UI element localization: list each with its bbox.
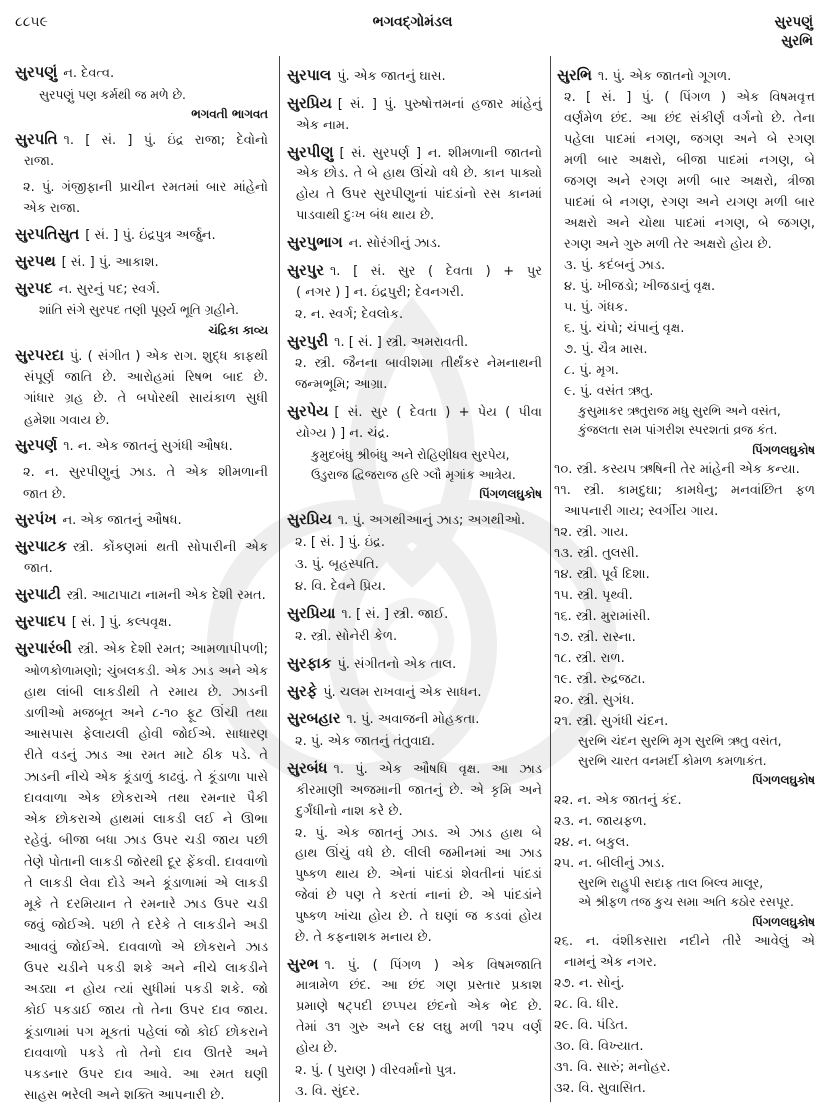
definition-line: જેવાં છે પણ તે કરતાં નાનાં છે. એ પાંદડાંને [295,888,542,904]
sense [557,255,815,276]
definition-text: [ સં. ] પું. આકાશ. [61,255,159,271]
headword: સુરપ્રિય [287,511,332,529]
headword: સુરપતિ [15,131,58,149]
definition-text: ૧. પું. એક જાતનો ગૂગળ. [597,68,732,84]
dictionary-entry [15,435,268,457]
dictionary-entry [15,536,268,580]
definition-line: પુષ્કળ ખાંચા હોય છે. તે ઘણાં જ કડવાં હોય [295,908,542,924]
definition-text: ન. સોરંગીનું ઝાડ. [348,235,441,251]
definition-line: ૫. પું. ગંધક. [564,299,629,315]
citation-source: ભગવતી ભાગવત [191,107,268,122]
definition-line: ૨. પું. ( પુરાણ ) વીરવર્માનો પુત્ર. [295,1062,457,1078]
entry-first-line [557,65,815,87]
column-rule [279,56,280,1102]
headword: સુરપ્રિય [287,94,332,112]
definition-line: નામનું એક નગર. [564,955,657,970]
definition-line: ૬. પું. ચંપો; ચંપાનું વૃક્ષ. [564,320,685,336]
headword: સુરભ [287,955,319,973]
dictionary-entry [15,278,268,300]
definition-line: છે. તે કફનાશક મનાય છે. [295,929,432,945]
entry-first-line [287,143,542,165]
definition-line: પકડનાર ઉપર દાવ આવે. આ રમત ઘણી [24,1067,268,1083]
entry-first-line [287,604,542,626]
quotation-line: કુસુમાકર ઋતુરાજ મધુ સુરભિ અને વસંત, [578,403,781,418]
sense [554,669,815,690]
definition-line: ૧૯. સ્ત્રી. રુદ્રજટા. [554,672,646,687]
definition-line: ૯. પું. વસંત ઋતુ. [564,383,654,399]
definition-line: હમેશા ગવાય છે. [24,412,110,428]
dictionary-entry [287,682,542,704]
sense [554,543,815,564]
headword: સુરપ્રિયા [287,604,336,622]
definition-line: ૧૨. સ્ત્રી. ગાય. [554,525,629,540]
headword: સુરફાક [287,654,332,672]
definition-line: ૨. સ્ત્રી. જૈનના બાવીશમા તીર્થંકર નેમનાથની [295,356,542,372]
sense [287,577,542,598]
definition-text: પું. ચલમ રાખવાનું એક સાધન. [323,684,482,700]
sense [15,177,268,220]
guide-words [775,13,813,51]
headword: સુરપુભાગ [287,233,343,251]
entry-first-line [287,510,542,532]
entry-first-line [287,682,542,704]
definition-text: [ સં. ] પું. પુરુષોત્તમનાં હજાર માંહેનું [337,96,542,112]
column-3 [554,65,815,1100]
definition-line: ૩. વિ. સુંદર. [295,1084,360,1100]
definition-line: ૧૪. સ્ત્રી. પૂર્વ દિશા. [554,567,650,582]
definition-line: ૧૫. સ્ત્રી. પૃથ્વી. [554,588,633,603]
quotation-line: એ શ્રીફળ તજ કુચ સમા અતિ કઠોર રસપૂર. [578,895,794,909]
definition-line: ઉપર ચડીને પકડી શકે અને નીચે લાકડીને [24,960,268,976]
definition-line: ૨. [ સં. ] પું. ( પિંગળ ) એક વિષમવૃત્ત [564,89,815,105]
definition-line: ૩૦. વિ. વિખ્યાત. [554,1039,644,1054]
headword: સુરપરદા [15,346,64,364]
entry-first-line [15,509,268,531]
definition-line: ૨૭. ન. સોનું. [554,976,625,991]
dictionary-entry [557,65,815,87]
definition-line: ૨૮. વિ. ધીર. [554,997,619,1012]
citation [15,321,268,341]
headword: સુરપંખ [15,511,57,529]
sense [287,1061,542,1082]
headword: સુરપાટક [15,538,67,556]
headword: સુરબહાર [287,710,341,728]
headword: સુરપાદપ [15,613,66,631]
definition-line: રગણ અને ગુરુ મળી તેર અક્ષરો હોય છે. [564,236,772,252]
dictionary-entry [15,129,268,173]
definition-text: પું. ( સંગીત ) એક રાગ. શુદ્ધ કાફથી [69,348,268,364]
quotation-line: સુરભિ રાહુપી સદાફ તાલ બિલ્વ માલૂર, [578,875,764,890]
definition-line: ૮. પું. મૃગ. [564,362,619,378]
citation-source: પિંગળલઘુકોષ [752,773,815,787]
definition-line: ૨૪. ન. બકુલ. [554,834,630,850]
definition-line: ૧૦. સ્ત્રી. કસ્યપ ઋષિની તેર માંહેની એક કન્યા. [554,462,800,477]
definition-line: પુષ્કળ થાય છે. એનાં પાંદડાં શેવતીનાં પાંદડાં [295,867,542,883]
sense [287,354,542,396]
definition-line: ૧૧. સ્ત્રી. કામદુઘા; કામધેનુ; મનવાંછિત ફળ [554,483,815,498]
quotation-line: સુરભિ ચંદન સુરભિ મૃગ સુરભિ ઋતુ વસંત, [578,734,782,748]
definition-line: ૨. સ્ત્રી. સોનેરી કેળ. [295,628,398,644]
definition-line: ૨. પું. એક જાતનું તંતુવાદ્ય. [295,734,435,750]
entry-first-line [15,435,268,457]
headword: સુરપુરી [287,332,329,350]
definition-line: પાડવાથી દુઃખ બંધ થાય છે. [296,207,435,223]
definition-text: ૧. [ સં. ] સ્ત્રી. અમરાવતી. [334,334,469,350]
sense [287,305,542,326]
definition-line: દુર્ગંધીનો નાશ કરે છે. [296,803,403,819]
entry-first-line [287,261,542,283]
headword: સુરપર્ણ [15,437,58,455]
definition-line: વર્ણમેળ છંદ. આ છંદ સંકીર્ણ વર્ગનો છે. તેના [564,110,815,126]
dictionary-entry [287,94,542,137]
quotation [287,445,542,485]
definition-line: કીરમાણી અજમાની જાતનું છે. એ કૃમિ અને [296,783,542,799]
quotation-line: શાંતિ સંગે સુરપદ તણી પૂર્ણ્ય ભૂતિ ગ્રહીને. [39,303,239,318]
definition-line: ૧૮. સ્ત્રી. રાળ. [554,651,625,666]
sense [554,973,815,994]
dictionary-entry [15,224,268,246]
definition-line: ડાળીઓ મજબૂત અને ૮-૧૦ ફૂટ ઊંચી તથા [24,705,268,721]
definition-line: ગાંધાર ગ્રહ છે. તે બપોરથી સાયંકાળ સુધી [24,391,268,407]
entry-first-line [15,129,268,151]
definition-line: ૩. પું. બૃહસ્પતિ. [295,556,379,572]
column-1 [15,62,268,1106]
quotation-line: ઉડુરાજ દ્વિજરાજ હરિ ગ્લૌ મૃગાંક આત્રેય. [311,467,516,482]
dictionary-entry [287,143,542,227]
dictionary-entry [15,638,268,1107]
definition-line: ૪. વિ. દેવને પ્રિય. [295,578,386,594]
definition-line: અડ્યા ન હોય ત્યાં સુધીમાં પકડી શકે. જો [24,982,268,998]
definition-text: ન. દેવત્વ. [63,66,115,82]
definition-line: ૨૦. સ્ત્રી. સુગંધ. [554,693,635,708]
definition-line: ૩૨. વિ. સુવાસિત. [554,1081,646,1096]
definition-line: કોઈ પકડાઈ જાય તો તેના ઉપર દાવ જાય. [24,1003,268,1019]
citation-source: પિંગળલઘુકોષ [479,486,542,501]
dictionary-entry [15,584,268,606]
sense [554,1078,815,1099]
dictionary-entry [287,510,542,532]
entry-first-line [15,251,268,273]
definition-line: મળી બાર અક્ષરો, બીજા પાદમાં નગણ, બે [564,152,815,168]
quotation-line: સુરપણું પણ કર્મથી જ મળે છે. [39,87,186,102]
dictionary-entry [287,261,542,304]
definition-line: દાવવાળો પકડે તો તેનો દાવ ઊતરે અને [24,1045,268,1061]
sense [554,1057,815,1078]
definition-line: હાથ લાંબી લાકડીથી તે રમાય છે. ઝાડની [24,684,268,700]
definition-line: ૪. પું. ખીજડો; ખીજડાનું વૃક્ષ. [564,278,716,294]
definition-text: પું. એક જાતનું ઘાસ. [337,68,446,84]
definition-line: જાત છે. [23,486,67,502]
sense [554,480,815,522]
sense [554,627,815,648]
headword: સુરપણું [15,64,58,82]
definition-line: પાદમાં બે નગણ, રગણ અને યગણ મળી બાર [564,194,815,210]
entry-first-line [287,402,542,424]
definition-text: ૧. [ સં. ] સ્ત્રી. જાઈ. [341,606,449,622]
sense [554,459,815,480]
definition-line: આસપાસ ફેલાયલી હોવી જોઈએ. સાધારણ [24,727,268,743]
sense [557,339,815,360]
guide-word-first: સુરપણું [774,14,813,30]
headword: સુરપદ [15,280,53,298]
quotation [557,732,815,771]
definition-line: ૩૧. વિ. સારું; મનોહર. [554,1060,671,1075]
citation [557,771,815,790]
definition-text: [ સં. ] પું. કલ્પવૃક્ષ. [71,615,172,631]
sense [554,564,815,585]
definition-text: ૧. ન. એક જાતનું સુગંધી ઔષધ. [63,439,233,455]
sense [557,360,815,381]
headword: સુરપીણુ [287,143,334,161]
definition-text: [ સં. ] પું. ઇંદ્રપુત્ર અર્જુન. [85,228,216,244]
quotation-line: સુરભિ ચારત વનમર્દી કોમળ કમળાકંત. [578,753,767,768]
definition-text: ૧. [ સં. સુર ( દેવતા ) + પુર [329,263,542,279]
definition-line: ૨૩. ન. જાયફળ. [554,813,647,829]
entry-first-line [287,233,542,255]
definition-line: ૭. પું. ચૈત્ર માસ. [564,341,648,357]
sense [287,732,542,753]
definition-line: ૨૯. વિ. પંડિત. [554,1018,629,1033]
headword: સુરફે [287,682,318,700]
headword: સુરપારંબી [15,640,72,658]
quotation-line: કુમુદબંધુ શ્રીબંધુ અને રોહિણીધવ સુરપેય, [311,447,510,462]
definition-line: ( નગર ) ] ન. ઇંદ્રપુરી; દેવનગરી. [296,284,465,300]
definition-line: એક નામ. [296,117,350,133]
definition-text: ૧. પું. એક ઔષધિ વૃક્ષ. આ ઝાડ [333,762,542,778]
definition-line: જગણ અને રગણ મળી બાર અક્ષરો, ત્રીજા [564,173,815,189]
definition-line: તેણે પોતાની લાકડી જોરથી દૂર ફેંકવી. દાવવાળો [24,854,268,870]
definition-text: ન. સુરનું પદ; સ્વર્ગ. [58,282,160,298]
definition-line: પ્રમાણે ષટ્પદી છપ્પય છંદનો એક ભેદ છે. [296,999,542,1015]
definition-line: કૂંડાળામાં પગ મૂકતાં પહેલાં જો કોઈ છોકરાને [24,1024,268,1040]
definition-line: તેમાં ૩૧ ગુરુ અને ૯૪ લઘુ મળી ૧૨૫ વર્ણ [296,1020,542,1036]
dictionary-entry [15,509,268,531]
definition-line: ૨. ન. સ્વર્ગ; દેવલોક. [295,306,404,322]
entry-first-line [287,759,542,781]
definition-line: ૨૨. ન. એક જાતનું કંદ. [554,792,682,808]
sense [554,994,815,1015]
definition-line: મૂકે તે દરમિયાન તે રમનારે ઝાડ ઉપર ચડી [24,897,268,913]
entry-first-line [287,654,542,676]
citation-source: પિંગળલઘુકોષ [752,442,815,457]
entry-first-line [15,584,268,606]
sense [557,87,815,255]
sense [287,1082,542,1103]
quotation-line: કુંજલતા સમ પાંગરીશ સ્પરશતાં વ્રજ કંત. [578,423,778,437]
definition-line: ૧૬. સ્ત્રી. મુરામાંસી. [554,609,651,624]
definition-line: રહેવું. બીજા બધા ઝાડ ઉપર ચડી જાય પછી [24,833,268,849]
dictionary-entry [15,251,268,273]
definition-text: સ્ત્રી. આટાપાટા નામની એક દેશી રમત. [66,588,266,604]
definition-line: ૧૩. સ્ત્રી. તુલસી. [554,546,639,561]
headword: સુરપથ [15,253,56,271]
dictionary-entry [15,345,268,431]
headword: સુરબંધ [287,760,328,778]
headword: સુરભિ [557,66,592,84]
definition-line: ૨. પું. ગંજીફાની પ્રાચીન રમતમાં બાર માંહેનો [23,180,268,196]
sense [554,853,815,874]
definition-line: પહેલા પાદમાં નગણ, જગણ અને બે રગણ [564,131,815,147]
definition-line: જવું જોઈએ. પછી તે દરેકે તે લાકડીને અડી [24,918,268,934]
dictionary-entry [15,611,268,633]
definition-line: રાજા. [24,154,55,170]
definition-line: ૧૭. સ્ત્રી. રાસ્ના. [554,630,636,645]
entry-first-line [287,332,542,354]
headword: સુરપાલ [287,66,332,84]
entry-first-line [15,278,268,300]
definition-text: ૧. પું. ( પિંગળ ) એક વિષમજાતિ [324,957,542,973]
dictionary-entry [287,955,542,1060]
dictionary-entry [287,759,542,822]
citation [287,485,542,505]
dictionary-entry [287,604,542,626]
definition-line: એક રાજા. [23,201,81,217]
entry-first-line [15,224,268,246]
headword: સુરપાટી [15,586,61,604]
definition-line: ૨૫. ન. બીલીનું ઝાડ. [554,855,665,871]
definition-line: તે લાકડી લેવા દોડે અને કૂંડાળામાં એ લાકડી [24,875,268,891]
entry-first-line [287,94,542,116]
definition-line: ૨. પું. એક જાતનું ઝાડ. એ ઝાડ હાથ બે [295,825,542,841]
sense [557,297,815,318]
sense [554,711,815,732]
sense [554,931,815,973]
dictionary-entry [15,62,268,84]
entry-first-line [287,66,542,88]
sense [554,832,815,853]
sense [554,522,815,543]
column-rule [550,56,551,1102]
definition-line: આપનારી ગાય; સ્વર્ગીય ગાય. [564,504,719,519]
definition-line: આવવું જોઈએ. દાવવાળો એ છોકરાને ઝાડ [24,939,268,955]
headword: સુરપુર [287,261,324,279]
sense [554,648,815,669]
sense [554,790,815,811]
definition-text: ૧. પું. અગથીઆનું ઝાડ; અગથીઓ. [337,513,526,529]
sense [554,1015,815,1036]
definition-line: હોય છે. [296,1040,338,1056]
definition-text: સ્ત્રી. એક દેશી રમત; આમળાપીપળી; [77,642,268,658]
quotation [557,402,815,441]
sense [554,585,815,606]
citation [557,913,815,932]
sense [287,824,542,949]
sense [554,1036,815,1057]
quotation [15,300,268,321]
definition-line: માત્રામેળ છંદ. આ છંદ ગણ પ્રસ્તાર પ્રકાશ [296,978,542,994]
definition-line: યોગ્ય ) ] ન. ચંદ્ર. [296,425,390,441]
guide-word-last: સુરભિ [781,33,813,49]
dictionary-entry [287,654,542,676]
citation [557,441,815,460]
definition-line: ૨. ન. સુરપીણુનું ઝાડ. તે એક શીમળાની [23,465,268,481]
sense [554,690,815,711]
quotation [557,874,815,913]
citation-source: ચંદ્રિકા કાવ્ય [208,322,268,337]
column-2 [287,66,542,1103]
definition-line: ઓળકોળામણો; ચુંબલકડી. એક ઝાડ અને એક [24,663,268,679]
definition-line: ૨૧. સ્ત્રી. સુગંધી ચંદન. [554,714,669,729]
dictionary-entry [287,709,542,731]
definition-line: ૨. [ સં. ] પું. ઇંદ્ર. [295,535,385,551]
definition-line: હોય તે ઉપર સુરપીણુનાં પાંદડાંનો રસ કાનમાં [296,187,542,203]
definition-line: સંપૂર્ણ જાતિ છે. આરોહમાં રિષભ બાદ છે. [24,370,268,386]
definition-line: હાથ ઊંચું વધે છે. લીલી જમીનમાં આ ઝાડ [295,846,542,862]
definition-line: ૨૬. ન. વંશીકસારા નદીને તીરે આવેલું એ [554,934,815,949]
sense [557,381,815,402]
sense [15,462,268,505]
dictionary-entry [287,402,542,445]
definition-text: ૧. [ સં. ] પું. ઇંદ્ર રાજા; દેવોનો [63,133,268,149]
definition-line: સાહસ ભરેલી અને શક્તિ આપનારી છે. [24,1088,225,1104]
entry-first-line [15,536,268,558]
sense [287,627,542,648]
definition-line: ઝાડની નીચે એક કૂંડાળું કાઢવું. તે કૂંડાળા પાસે [24,769,268,785]
definition-text: [ સં. સુર ( દેવતા ) + પેય ( પીવા [334,405,542,421]
sense [554,606,815,627]
entry-first-line [15,62,268,84]
entry-first-line [15,611,268,633]
dictionary-entry [287,66,542,88]
book-title: ભગવદ્ગોમંડલ [372,14,453,30]
entry-first-line [15,638,268,660]
definition-line: જાત. [24,561,53,577]
citation [15,105,268,125]
entry-first-line [287,709,542,731]
citation-source: પિંગળલઘુકોષ [752,914,815,929]
entry-first-line [15,345,268,367]
entry-first-line [287,955,542,977]
definition-line: અક્ષરો અને ચોથા પાદમાં નગણ, બે જગણ, [564,215,815,231]
definition-line: જન્મભૂમિ; આગ્રા. [295,377,388,393]
dictionary-entry [287,233,542,255]
sense [557,276,815,297]
definition-line: એક છોકરાએ હાથમાં લાકડી લઈ ને ઊભા [24,812,268,828]
sense [557,318,815,339]
sense [554,811,815,832]
definition-text: ૧. પું. અવાજની મોહકતા. [346,712,480,728]
definition-text: [ સં. સુરપર્ણ ] ન. શીમળાની જાતનો [339,145,542,161]
definition-text: ન. એક જાતનું ઔષધ. [62,513,182,529]
headword: સુરપતિસુત [15,226,80,244]
definition-text: પું. સંગીતનો એક તાલ. [337,656,457,672]
page-number: ૮૮૫૯ [15,14,48,30]
quotation [15,85,268,106]
definition-line: એક છોડ. તે બે હાથ ઊંચો વધે છે. કાન પાક્યો [296,166,542,182]
definition-text: સ્ત્રી. કોંકણમાં થતી સોપારીની એક [72,540,268,556]
sense [287,555,542,576]
definition-line: ૩. પું. કદંબનું ઝાડ. [564,257,666,273]
headword: સુરપેય [287,403,329,421]
definition-line: દાવવાળા એક છોકરાએ તથા રમનાર પૈકી [24,790,268,806]
dictionary-entry [287,332,542,354]
definition-line: રીતે વડનું ઝાડ આ રમત માટે ઠીક પડે. તે [24,748,268,764]
sense [287,533,542,554]
